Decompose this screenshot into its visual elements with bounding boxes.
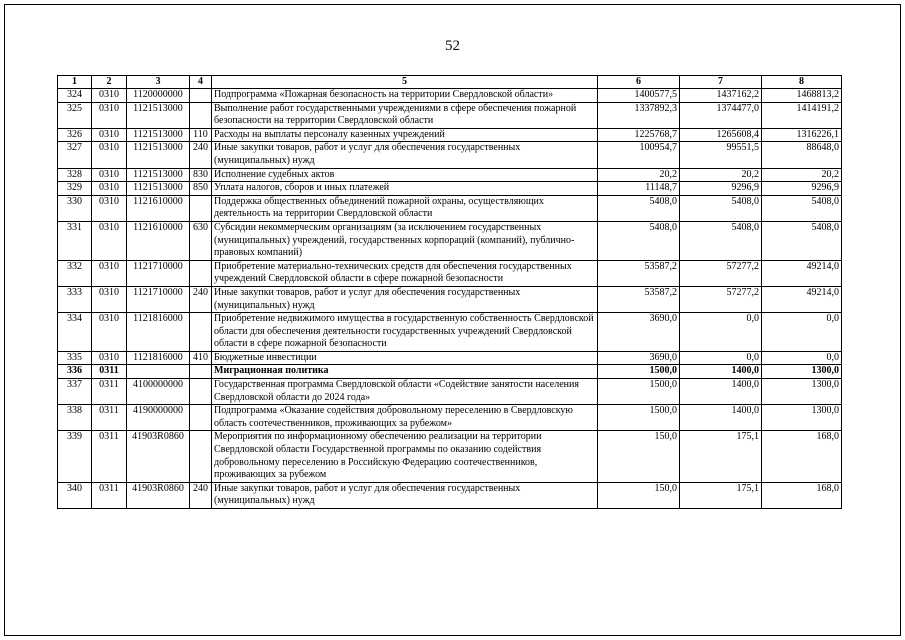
target-article-cell: 1121610000 (127, 195, 190, 221)
target-article-cell: 1120000000 (127, 89, 190, 103)
name-cell: Иные закупки товаров, работ и услуг для обеспечения государственных (муниципальных) нужд (212, 142, 598, 168)
section-code-cell: 0310 (92, 195, 127, 221)
table-row (58, 379, 842, 405)
expense-type-cell (190, 313, 212, 352)
amount-year2-cell: 175,1 (680, 482, 762, 508)
table-row (58, 168, 842, 182)
column-header: 8 (762, 76, 842, 89)
amount-year3-cell: 168,0 (762, 431, 842, 482)
amount-year1-cell: 1500,0 (598, 405, 680, 431)
expense-type-cell (190, 405, 212, 431)
amount-year1-cell: 5408,0 (598, 221, 680, 260)
amount-year1-cell: 1500,0 (598, 379, 680, 405)
table-row (58, 89, 842, 103)
amount-year1-cell: 100954,7 (598, 142, 680, 168)
table-row (58, 142, 842, 168)
amount-year3-cell: 1468813,2 (762, 89, 842, 103)
amount-year1-cell: 1500,0 (598, 365, 680, 379)
name-cell: Приобретение материально-технических средств для обеспечения государственных учреждений Свердловской области в сфере пожарной безопасности (212, 260, 598, 286)
column-header: 4 (190, 76, 212, 89)
row-number-cell: 336 (58, 365, 92, 379)
section-code-cell: 0311 (92, 431, 127, 482)
table-row (58, 351, 842, 365)
expense-type-cell: 830 (190, 168, 212, 182)
table-row (58, 431, 842, 482)
amount-year2-cell: 57277,2 (680, 286, 762, 312)
target-article-cell: 1121816000 (127, 351, 190, 365)
amount-year3-cell: 20,2 (762, 168, 842, 182)
expense-type-cell: 110 (190, 128, 212, 142)
expense-type-cell: 240 (190, 142, 212, 168)
amount-year3-cell: 0,0 (762, 351, 842, 365)
table-row (58, 128, 842, 142)
section-code-cell: 0311 (92, 482, 127, 508)
amount-year3-cell: 49214,0 (762, 286, 842, 312)
section-code-cell: 0310 (92, 168, 127, 182)
row-number-cell: 330 (58, 195, 92, 221)
expense-type-cell (190, 102, 212, 128)
target-article-cell: 1121513000 (127, 128, 190, 142)
row-number-cell: 332 (58, 260, 92, 286)
table-header-row (58, 76, 842, 89)
expense-type-cell: 240 (190, 482, 212, 508)
expense-type-cell (190, 89, 212, 103)
amount-year3-cell: 168,0 (762, 482, 842, 508)
amount-year3-cell: 49214,0 (762, 260, 842, 286)
section-code-cell: 0310 (92, 221, 127, 260)
amount-year2-cell: 5408,0 (680, 221, 762, 260)
name-cell: Иные закупки товаров, работ и услуг для обеспечения государственных (муниципальных) нужд (212, 286, 598, 312)
section-code-cell: 0310 (92, 182, 127, 196)
amount-year1-cell: 3690,0 (598, 351, 680, 365)
amount-year2-cell: 1437162,2 (680, 89, 762, 103)
section-code-cell: 0310 (92, 128, 127, 142)
table-row (58, 482, 842, 508)
section-code-cell: 0310 (92, 313, 127, 352)
column-header: 5 (212, 76, 598, 89)
amount-year3-cell: 1300,0 (762, 405, 842, 431)
name-cell: Приобретение недвижимого имущества в государственную собственность Свердловской области для обеспечения деятельности государственных учреждений Свердловской области в сфере пожарной безопасности (212, 313, 598, 352)
amount-year2-cell: 1265608,4 (680, 128, 762, 142)
amount-year2-cell: 1400,0 (680, 405, 762, 431)
name-cell: Государственная программа Свердловской области «Содействие занятости населения Свердловской области до 2024 года» (212, 379, 598, 405)
amount-year2-cell: 57277,2 (680, 260, 762, 286)
target-article-cell: 4100000000 (127, 379, 190, 405)
column-header: 3 (127, 76, 190, 89)
row-number-cell: 337 (58, 379, 92, 405)
amount-year1-cell: 20,2 (598, 168, 680, 182)
amount-year1-cell: 1225768,7 (598, 128, 680, 142)
target-article-cell: 1121513000 (127, 168, 190, 182)
target-article-cell: 1121513000 (127, 142, 190, 168)
section-code-cell: 0310 (92, 260, 127, 286)
amount-year1-cell: 53587,2 (598, 286, 680, 312)
table-row (58, 182, 842, 196)
expense-type-cell: 240 (190, 286, 212, 312)
table-row (58, 260, 842, 286)
column-header: 7 (680, 76, 762, 89)
row-number-cell: 324 (58, 89, 92, 103)
amount-year1-cell: 5408,0 (598, 195, 680, 221)
row-number-cell: 328 (58, 168, 92, 182)
amount-year1-cell: 53587,2 (598, 260, 680, 286)
amount-year1-cell: 150,0 (598, 431, 680, 482)
amount-year2-cell: 175,1 (680, 431, 762, 482)
name-cell: Субсидии некоммерческим организациям (за исключением государственных (муниципальных) учреждений, государственных корпораций (компаний), публично-правовых компаний) (212, 221, 598, 260)
name-cell: Подпрограмма «Оказание содействия добровольному переселению в Свердловскую область соотечественников, проживающих за рубежом» (212, 405, 598, 431)
amount-year2-cell: 0,0 (680, 313, 762, 352)
table-row (58, 405, 842, 431)
section-code-cell: 0311 (92, 365, 127, 379)
amount-year2-cell: 99551,5 (680, 142, 762, 168)
name-cell: Поддержка общественных объединений пожарной охраны, осуществляющих деятельность на территории Свердловской области (212, 195, 598, 221)
table-row (58, 221, 842, 260)
section-code-cell: 0311 (92, 405, 127, 431)
name-cell: Иные закупки товаров, работ и услуг для обеспечения государственных (муниципальных) нужд (212, 482, 598, 508)
section-code-cell: 0311 (92, 379, 127, 405)
column-header: 2 (92, 76, 127, 89)
amount-year1-cell: 150,0 (598, 482, 680, 508)
amount-year3-cell: 5408,0 (762, 221, 842, 260)
column-header: 6 (598, 76, 680, 89)
amount-year1-cell: 1337892,3 (598, 102, 680, 128)
target-article-cell: 41903R0860 (127, 431, 190, 482)
amount-year3-cell: 1414191,2 (762, 102, 842, 128)
name-cell: Миграционная политика (212, 365, 598, 379)
expense-type-cell (190, 431, 212, 482)
amount-year1-cell: 1400577,5 (598, 89, 680, 103)
name-cell: Выполнение работ государственными учреждениями в сфере обеспечения пожарной безопасности на территории Свердловской области (212, 102, 598, 128)
amount-year2-cell: 0,0 (680, 351, 762, 365)
target-article-cell: 1121816000 (127, 313, 190, 352)
row-number-cell: 326 (58, 128, 92, 142)
amount-year3-cell: 5408,0 (762, 195, 842, 221)
expense-type-cell (190, 379, 212, 405)
page-number: 52 (445, 38, 460, 54)
expense-type-cell (190, 195, 212, 221)
amount-year1-cell: 3690,0 (598, 313, 680, 352)
amount-year3-cell: 1300,0 (762, 365, 842, 379)
expense-type-cell: 410 (190, 351, 212, 365)
amount-year2-cell: 1400,0 (680, 379, 762, 405)
target-article-cell: 1121710000 (127, 260, 190, 286)
row-number-cell: 334 (58, 313, 92, 352)
table-row (58, 365, 842, 379)
amount-year3-cell: 1300,0 (762, 379, 842, 405)
amount-year3-cell: 88648,0 (762, 142, 842, 168)
row-number-cell: 325 (58, 102, 92, 128)
amount-year3-cell: 0,0 (762, 313, 842, 352)
expense-type-cell (190, 260, 212, 286)
row-number-cell: 329 (58, 182, 92, 196)
name-cell: Уплата налогов, сборов и иных платежей (212, 182, 598, 196)
budget-table (57, 75, 842, 509)
section-code-cell: 0310 (92, 142, 127, 168)
target-article-cell (127, 365, 190, 379)
target-article-cell: 1121513000 (127, 182, 190, 196)
row-number-cell: 338 (58, 405, 92, 431)
amount-year2-cell: 1400,0 (680, 365, 762, 379)
amount-year2-cell: 5408,0 (680, 195, 762, 221)
row-number-cell: 331 (58, 221, 92, 260)
target-article-cell: 1121513000 (127, 102, 190, 128)
amount-year1-cell: 11148,7 (598, 182, 680, 196)
section-code-cell: 0310 (92, 286, 127, 312)
row-number-cell: 340 (58, 482, 92, 508)
section-code-cell: 0310 (92, 351, 127, 365)
amount-year2-cell: 1374477,0 (680, 102, 762, 128)
name-cell: Исполнение судебных актов (212, 168, 598, 182)
name-cell: Подпрограмма «Пожарная безопасность на территории Свердловской области» (212, 89, 598, 103)
target-article-cell: 41903R0860 (127, 482, 190, 508)
table-row (58, 286, 842, 312)
name-cell: Расходы на выплаты персоналу казенных учреждений (212, 128, 598, 142)
target-article-cell: 1121610000 (127, 221, 190, 260)
amount-year3-cell: 1316226,1 (762, 128, 842, 142)
expense-type-cell: 850 (190, 182, 212, 196)
name-cell: Бюджетные инвестиции (212, 351, 598, 365)
table-row (58, 313, 842, 352)
column-header: 1 (58, 76, 92, 89)
section-code-cell: 0310 (92, 102, 127, 128)
table-row (58, 102, 842, 128)
row-number-cell: 339 (58, 431, 92, 482)
amount-year3-cell: 9296,9 (762, 182, 842, 196)
target-article-cell: 4190000000 (127, 405, 190, 431)
row-number-cell: 327 (58, 142, 92, 168)
section-code-cell: 0310 (92, 89, 127, 103)
row-number-cell: 333 (58, 286, 92, 312)
name-cell: Мероприятия по информационному обеспечению реализации на территории Свердловской области Государственной программы по оказанию содействия добровольному переселению в Российскую Федерацию соотечественников, проживающих за рубежом (212, 431, 598, 482)
target-article-cell: 1121710000 (127, 286, 190, 312)
row-number-cell: 335 (58, 351, 92, 365)
amount-year2-cell: 20,2 (680, 168, 762, 182)
table-row (58, 195, 842, 221)
amount-year2-cell: 9296,9 (680, 182, 762, 196)
expense-type-cell: 630 (190, 221, 212, 260)
expense-type-cell (190, 365, 212, 379)
